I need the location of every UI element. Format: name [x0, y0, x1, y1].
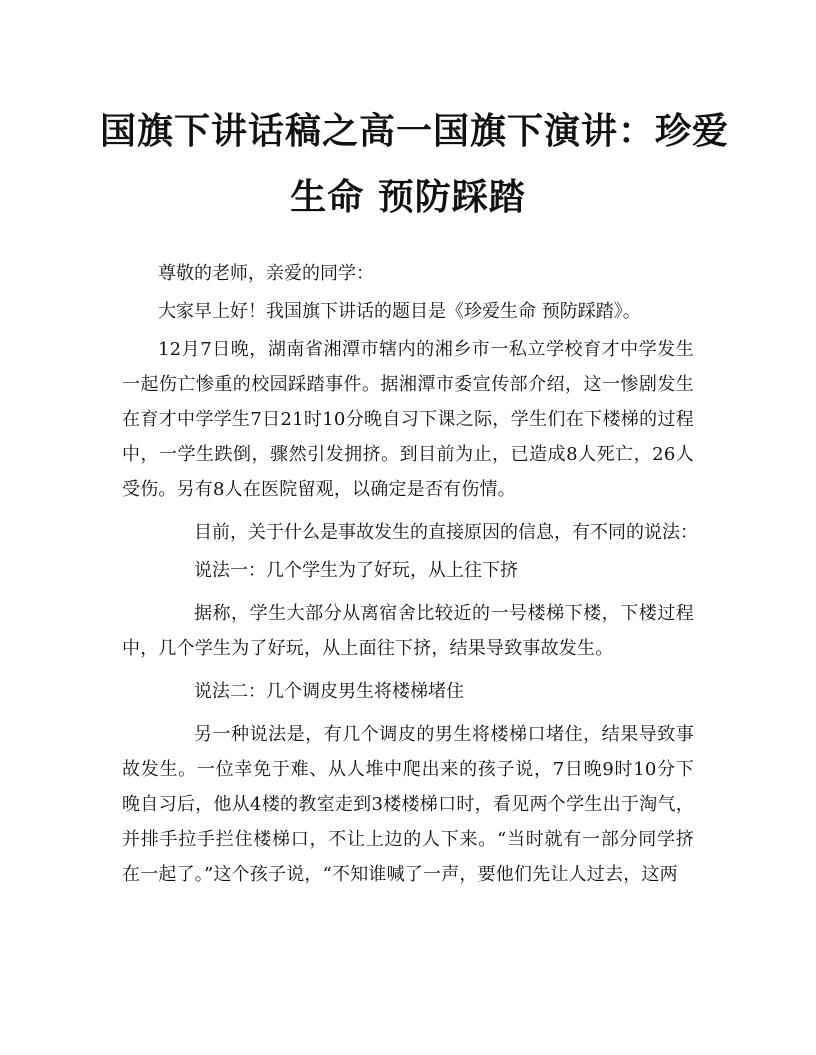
- incident-paragraph: 12月7日晚，湖南省湘潭市辖内的湘乡市一私立学校育才中学发生一起伤亡惨重的校园踩踏事件。据湘潭市委宣传部介绍，这一惨剧发生在育才中学学生7日21时10分晚自习下课之际，学生们在下楼梯的过程中，一学生跌倒，骤然引发拥挤。到目前为止，已造成8人死亡，26人受伤。另有8人在医院留观，以确定是否有伤情。: [122, 339, 694, 500]
- version1-paragraph: 据称，学生大部分从离宿舍比较近的一号楼梯下楼，下楼过程中，几个学生为了好玩，从上面往下挤，结果导致事故发生。: [122, 603, 694, 659]
- version2-heading: 说法二：几个调皮男生将楼梯堵住: [194, 681, 464, 702]
- version1-heading: 说法一：几个学生为了好玩，从上往下挤: [194, 560, 518, 581]
- version2-paragraph: 另一种说法是，有几个调皮的男生将楼梯口堵住，结果导致事故发生。一位幸免于难、从人堆中爬出来的孩子说，7日晚9时10分下晚自习后，他从4楼的教室走到3楼楼梯口时，看见两个学生出于淘气，并排手拉手拦住楼梯口，不让上边的人下来。“当时就有一部分同学挤在一起了。”这个孩子说，“不知谁喊了一声，要他们先让人过去，这两: [122, 724, 694, 885]
- causes-paragraph: 目前，关于什么是事故发生的直接原因的信息，有不同的说法：: [194, 522, 698, 543]
- document-body: [122, 256, 698, 892]
- salutation: 尊敬的老师，亲爱的同学：: [158, 263, 374, 284]
- greeting-paragraph: 大家早上好！我国旗下讲话的题目是《珍爱生命 预防踩踏》。: [158, 301, 641, 322]
- document-title: [100, 98, 730, 230]
- title-line-1: 国旗下讲话稿之高一国旗下演讲：珍爱: [100, 110, 730, 152]
- title-line-2: 生命 预防踩踏: [290, 176, 526, 218]
